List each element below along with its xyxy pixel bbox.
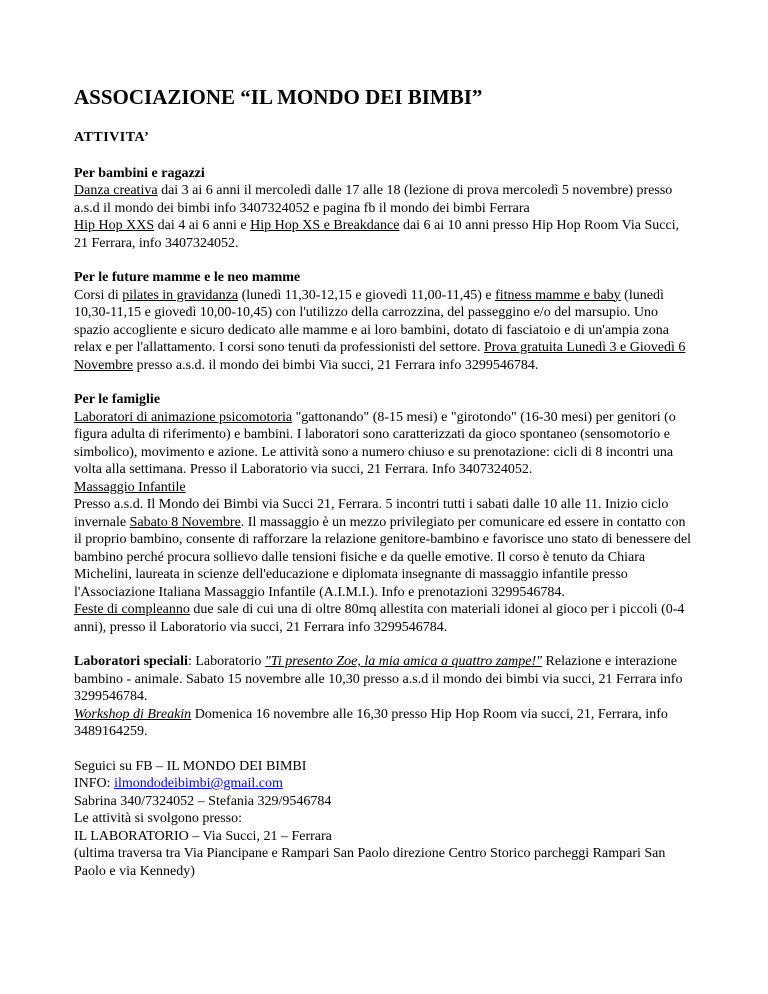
email-link[interactable]: ilmondodeibimbi@gmail.com [114, 776, 283, 791]
mamme-text-1: Corsi di [74, 287, 123, 303]
hiphop-xxs-label: Hip Hop XXS [74, 218, 155, 233]
section-famiglie [74, 391, 694, 636]
speciali-text-2: Relazione e interazione bambino - animale. Sabato 15 novembre alle 10,30 presso a.s.d il mondo dei bimbi via succi, 21 Ferrara info 3299546784. [74, 654, 683, 704]
laboratori-text: "gattonando" (8-15 mesi) e "girotondo" (16-30 mesi) per genitori (o figura adulta di riferimento) e bambini. I laboratori sono caratterizzati da gioco spontaneo (sensomotorio e simbolico), movimento e azione. Le attività sono a numero chiuso e su prenotazione: cicli di 8 incontri una volta alla settimana. Presso il Laboratorio via succi, 21 Ferrara. Info 3407324052. [74, 409, 676, 477]
mamme-paragraph [74, 287, 694, 375]
feste-label: Feste di compleanno [74, 602, 190, 617]
section-speciali [74, 653, 694, 741]
bambini-paragraph [74, 182, 694, 217]
email-line [74, 775, 694, 793]
massaggio-paragraph [74, 496, 694, 601]
hiphop-xs-label: Hip Hop XS e Breakdance [250, 218, 400, 233]
workshop-paragraph [74, 706, 694, 741]
pilates-label: pilates in gravidanza [122, 287, 239, 303]
laboratori-paragraph [74, 409, 694, 479]
mamme-text-3: (lunedì 10,30-11,15 e giovedì 10,00-10,45) con l'utilizzo della carrozzina, del passeggino e/o del marsupio. Uno spazio accogliente e sicuro dedicato alle mamme e ai loro bambini, dotato di fasciatoio e di un'ampia zona relax e per l'allattamento. I corsi sono tenuti da professionisti del settore. [74, 287, 669, 355]
presso-line: Le attività si svolgono presso: [74, 811, 242, 826]
indicazioni-line: (ultima traversa tra Via Piancipane e Rampari San Paolo direzione Centro Storico parcheggi Rampari San Paolo e via Kennedy) [74, 846, 666, 879]
speciali-paragraph [74, 653, 694, 706]
massaggio-text-1: Presso a.s.d. Il Mondo dei Bimbi via Succi 21, Ferrara. 5 incontri tutti i sabati dalle 10 alle 11. Inizio ciclo invernale [74, 497, 669, 530]
document-page [74, 84, 694, 880]
section-bambini [74, 165, 694, 253]
speciali-heading: Laboratori speciali [74, 654, 188, 669]
feste-text: due sale di cui una di oltre 80mq allestita con materiali idonei al gioco per i piccoli (0-4 anni), presso il Laboratorio via succi, 21 Ferrara info 3299546784. [74, 602, 685, 635]
hiphop-xs-text: dai 6 ai 10 anni presso Hip Hop Room Via Succi, 21 Ferrara, info 3407324052. [74, 218, 680, 251]
facebook-line: Seguici su FB – IL MONDO DEI BIMBI [74, 758, 307, 774]
massaggio-text-2: . Il massaggio è un mezzo privilegiato per comunicare ed essere in contatto con il proprio bambino, consente di rafforzare la relazione genitore-bambino e favorisce uno stato di benessere del bambino perché procura sollievo dalle tensioni fisiche e da quelle emotive. Il corso è tenuto da Chiara Michelini, laureata in scienze dell'educazione e diplomata insegnante di massaggio infantile presso l'Associazione Italiana Massaggio Infantile (A.I.M.I.). Info e prenotazioni 3299546784. [74, 514, 692, 600]
prova-gratuita-label: Prova gratuita Lunedì 3 e Giovedì 6 Novembre [74, 340, 686, 373]
info-prefix: INFO: [74, 776, 115, 791]
section-mamme [74, 269, 694, 374]
mamme-text-4: presso a.s.d. il mondo dei bimbi Via succi, 21 Ferrara info 3299546784. [133, 357, 539, 373]
mamme-heading: Per le future mamme e le neo mamme [74, 270, 301, 285]
section-contatti [74, 758, 694, 881]
workshop-text: Domenica 16 novembre alle 16,30 presso Hip Hop Room via succi, 21, Ferrara, info 3489164259. [74, 706, 668, 739]
danza-creativa-label: Danza creativa [74, 183, 158, 198]
zoe-label: "Ti presento Zoe, la mia amica a quattro zampe!" [264, 654, 543, 669]
hiphop-paragraph [74, 217, 694, 252]
workshop-label: Workshop di Breakin [74, 706, 192, 722]
section-heading: ATTIVITA’ [74, 130, 150, 145]
sabato-label: Sabato 8 Novembre [129, 514, 241, 530]
hiphop-xxs-text: dai 4 ai 6 anni e [154, 218, 251, 233]
phones-line: Sabrina 340/7324052 – Stefania 329/9546784 [74, 793, 332, 809]
luogo-line: IL LABORATORIO – Via Succi, 21 – Ferrara [74, 828, 332, 844]
laboratori-label: Laboratori di animazione psicomotoria [74, 409, 293, 425]
famiglie-heading: Per le famiglie [74, 392, 161, 407]
feste-paragraph [74, 601, 694, 636]
mamme-text-2: (lunedì 11,30-12,15 e giovedì 11,00-11,45) e [238, 287, 496, 303]
bambini-heading: Per bambini e ragazzi [74, 165, 205, 181]
document-title: ASSOCIAZIONE “IL MONDO DEI BIMBI” [74, 85, 483, 109]
massaggio-label: Massaggio Infantile [74, 479, 186, 495]
speciali-text-1: : Laboratorio [187, 654, 265, 669]
danza-creativa-text: dai 3 ai 6 anni il mercoledì dalle 17 alle 18 (lezione di prova mercoledì 5 novembre) presso a.s.d il mondo dei bimbi info 3407324052 e pagina fb il mondo dei bimbi Ferrara [74, 183, 673, 216]
fitness-label: fitness mamme e baby [495, 287, 621, 303]
